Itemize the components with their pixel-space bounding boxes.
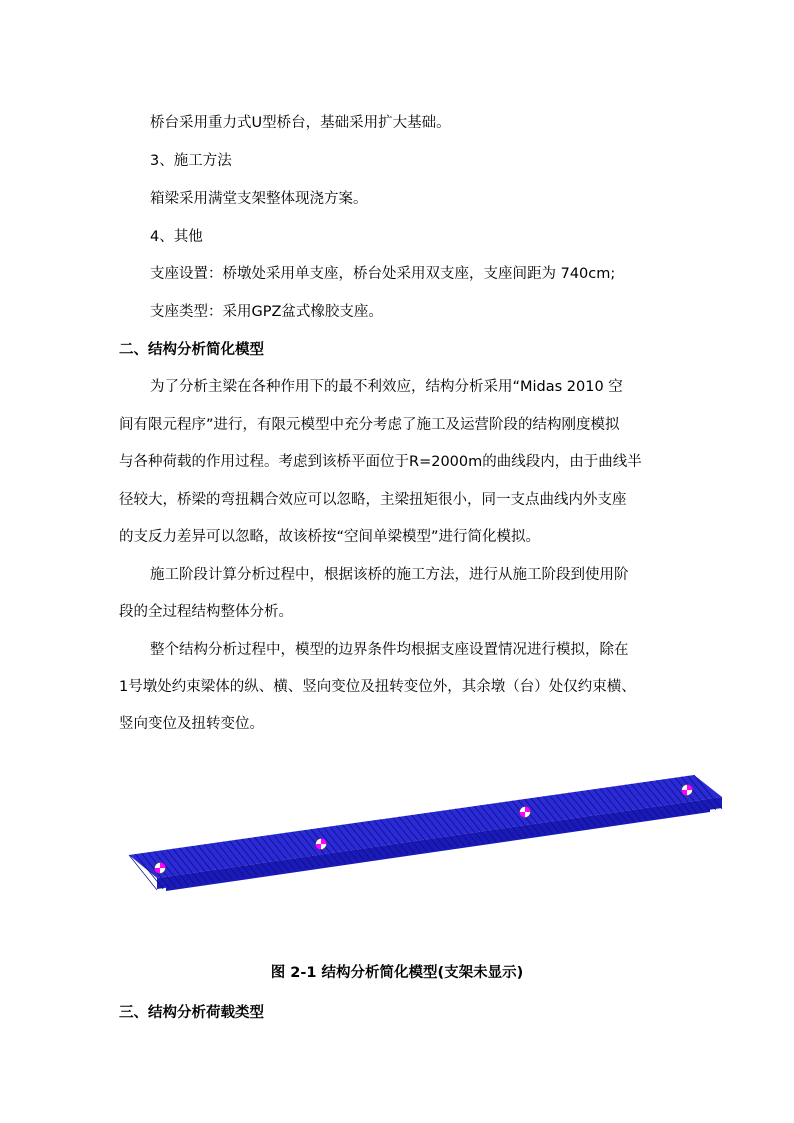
support-marker-3 <box>520 807 531 818</box>
support-marker-4 <box>682 785 693 796</box>
figure-caption: 图 2-1 结构分析简化模型(支架未显示) <box>270 965 524 981</box>
para2-line-2: 段的全过程结构整体分析。 <box>119 604 293 620</box>
support-marker-2 <box>316 839 327 850</box>
box-girder <box>129 775 722 891</box>
paragraph-abutment: 桥台采用重力式U型桥台，基础采用扩大基础。 <box>150 115 451 131</box>
para1-line-4: 径较大，桥梁的弯扭耦合效应可以忽略，主梁扭矩很小，同一支点曲线内外支座 <box>119 492 627 508</box>
paragraph-support-setting: 支座设置：桥墩处采用单支座，桥台处采用双支座，支座间距为 740cm; <box>150 266 616 282</box>
para3-line-2: 1号墩处约束梁体的纵、横、竖向变位及扭转变位外，其余墩（台）处仅约束横、 <box>119 679 636 695</box>
para2-line-1: 施工阶段计算分析过程中，根据该桥的施工方法，进行从施工阶段到使用阶 <box>150 567 629 583</box>
para1-line-1: 为了分析主梁在各种作用下的最不利效应，结构分析采用“Midas 2010 空 <box>150 379 623 395</box>
section-heading-2: 二、结构分析简化模型 <box>119 342 264 358</box>
para3-line-1: 整个结构分析过程中，模型的边界条件均根据支座设置情况进行模拟，除在 <box>150 642 629 658</box>
section-heading-3: 三、结构分析荷载类型 <box>119 1005 264 1021</box>
para1-line-2: 间有限元程序”进行，有限元模型中充分考虑了施工及运营阶段的结构刚度模拟 <box>119 417 620 433</box>
para3-line-3: 竖向变位及扭转变位。 <box>119 716 264 732</box>
para1-line-3: 与各种荷载的作用过程。考虑到该桥平面位于R=2000m的曲线段内，由于曲线半 <box>119 454 642 470</box>
para1-line-5: 的支反力差异可以忽略，故该桥按“空间单梁模型”进行简化模拟。 <box>119 529 541 545</box>
paragraph-construction-method: 箱梁采用满堂支架整体现浇方案。 <box>150 191 368 207</box>
subheading-other: 4、其他 <box>150 229 203 245</box>
girder-deck <box>129 775 722 878</box>
support-marker-1 <box>155 863 166 874</box>
subheading-construction-method: 3、施工方法 <box>150 153 232 169</box>
paragraph-support-type: 支座类型：采用GPZ盆式橡胶支座。 <box>150 304 383 320</box>
bridge-model-figure <box>120 770 725 920</box>
